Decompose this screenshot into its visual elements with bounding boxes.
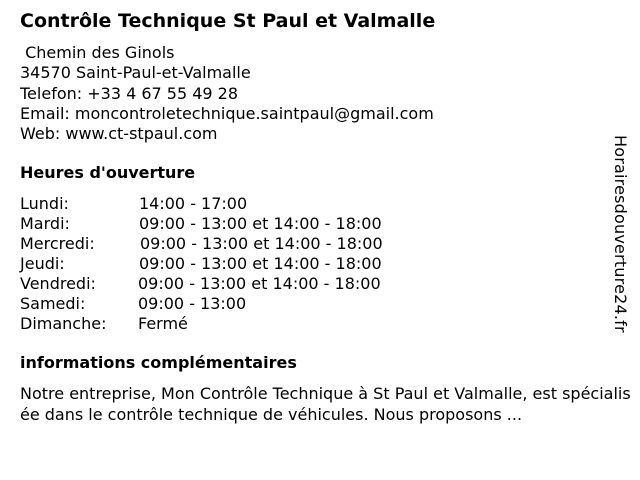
time-value: 09:00 - 13:00 et 14:00 - 18:00 — [138, 274, 381, 293]
time-value: 09:00 - 13:00 et 14:00 - 18:00 — [140, 234, 383, 253]
time-value: 09:00 - 13:00 et 14:00 - 18:00 — [139, 254, 382, 273]
day-label: Samedi: — [20, 294, 86, 313]
hours-row — [20, 274, 480, 294]
hours-row — [20, 234, 480, 254]
contact-block — [20, 43, 434, 144]
day-label: Jeudi: — [20, 254, 65, 273]
email-line[interactable]: Email: moncontroletechnique.saintpaul@gmail.com — [20, 103, 434, 123]
day-label: Dimanche: — [20, 314, 107, 333]
opening-hours-table — [20, 194, 480, 334]
hours-row — [20, 254, 480, 274]
day-label: Mercredi: — [20, 234, 95, 253]
hours-row — [20, 214, 480, 234]
day-label: Vendredi: — [20, 274, 96, 293]
hours-row — [20, 194, 480, 214]
day-label: Lundi: — [20, 194, 69, 213]
business-description: Notre entreprise, Mon Contrôle Technique à St Paul et Valmalle, est spécialisée dans le contrôle technique de véhicules. Nous proposons ... — [20, 384, 631, 424]
web-line[interactable]: Web: www.ct-stpaul.com — [20, 124, 218, 144]
time-value: 14:00 - 17:00 — [139, 194, 248, 213]
hours-heading: Heures d'ouverture — [20, 163, 196, 182]
info-heading: informations complémentaires — [20, 353, 297, 372]
day-label: Mardi: — [20, 214, 70, 233]
city-line: 34570 Saint-Paul-et-Valmalle — [20, 63, 251, 83]
business-name: Contrôle Technique St Paul et Valmalle — [20, 10, 436, 32]
time-value: 09:00 - 13:00 et 14:00 - 18:00 — [139, 214, 382, 233]
time-value: 09:00 - 13:00 — [138, 294, 247, 313]
street-address: Chemin des Ginols — [20, 43, 175, 62]
hours-row — [20, 314, 480, 334]
time-value: Fermé — [138, 314, 188, 333]
site-watermark: Horairesdouverture24.fr — [611, 135, 630, 333]
phone-line[interactable]: Telefon: +33 4 67 55 49 28 — [20, 83, 239, 103]
hours-row — [20, 294, 480, 314]
